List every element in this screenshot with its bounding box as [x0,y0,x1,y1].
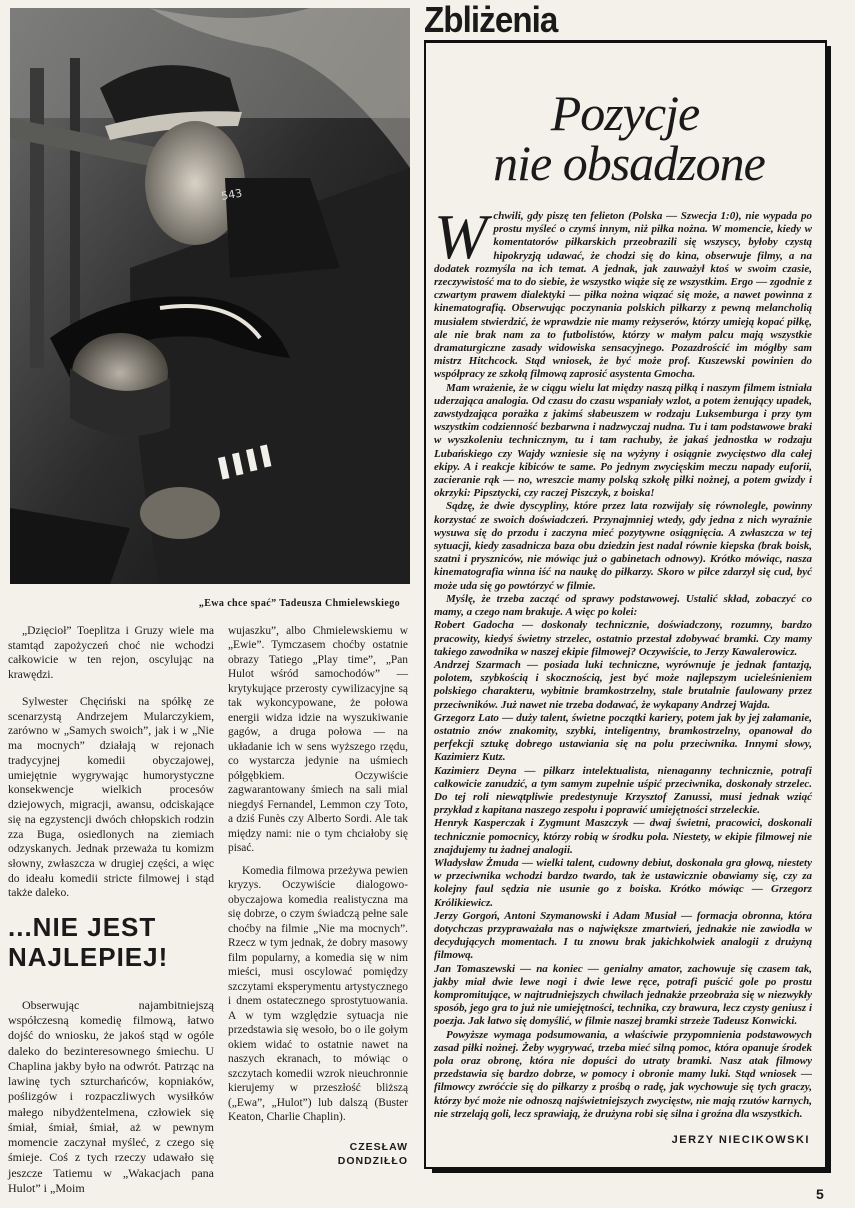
right-article-body [434,201,812,1121]
film-still-illustration [10,8,410,584]
paragraph: Mam wrażenie, że w ciągu wielu lat między naszą piłką i naszym filmem istniała uderzająca analogia. Od czasu do czasu wspaniały wzlot, a potem żenujący upadek, zawstydzająca porażka z jakimś słabeuszem w rodzaju Luksemburga i przy tym wszystkim codzienność bezbarwna i nadzwyczaj nudna. Tu i tam podstawowe braki w wyszkoleniu technicznym, tu i tam rachuby, że jakaś jednostka w rodzaju Lubańskiego czy Wajdy wzniesie się na wyżyny i osiągnie zwycięstwo dla całej ekipy. A i reakcje kibiców te same. Po jednym zwycięskim meczu napady euforii, zacieranie rąk — no, wreszcie mamy polską szkołę piłki nożnej, a potem gwizdy i okrzyki: Pipsztycki, czy raczej Piszczyk, z boiska! [434,381,812,500]
paragraph: wujaszku”, albo Chmielewskiemu w „Ewie”. Tymczasem choćby ostatnie obrazy Tatiego „Play time”, „Pan Hulot wśród samochodów” — krytykujące przerosty cywilizacyjne są tak wykoncypowane, że połowa energii widza idzie na wyszukiwanie gagów, a druga połowa — na układanie ich w sens wyższego rzędu, co wystarcza jedynie na uśmiech półgębkiem. Oczywiście zagwarantowany śmiech na sali mial niegdyś Fernandel, Lemmon czy Toto, a dziś Funès czy Alberto Sordi. Ale tak między nami: nie o tym chciałoby się pisać. [228,625,408,855]
svg-text:543: 543 [220,186,244,203]
subheading: ...NIE JEST NAJLEPIEJ! [8,912,169,972]
left-article-column-1 [8,624,214,901]
paragraph: Władysław Żmuda — wielki talent, cudowny debiut, doskonała gra głową, niestety w przeciwnika wchodzi bardzo twardo, tak że ustawicznie obawiamy się, czy za kolejny faul sędzia nie usunie go z boiska. Krótko mówiąc — Grzegorz Królikiewicz. [434,856,812,909]
paragraph: Jerzy Gorgoń, Antoni Szymanowski i Adam Musiał — formacja obronna, która dotychczas przypraważała nas o największe zmartwień, jednakże nie zawiodła w decydujących momentach. I tu znowu brak jakichkolwiek analogii z drużyną filmową. [434,909,812,962]
paragraph: Andrzej Szarmach — posiada luki techniczne, wyrównuje je jednak fantazją, polotem, szybkością i skocznością, jest być może najlepszym ucieleśnieniem polskiego charakteru, wybitnie bramkostrzelny, stale brutalnie faulowany przez przeciwników. Już nawet nie trzeba dodawać, że wykapany Andrzej Wajda. [434,658,812,711]
paragraph-first [434,201,812,382]
title-line-1: Pozycje [550,85,700,141]
left-article-author: CZESŁAW DONDZIŁŁO [337,1141,408,1167]
title-line-2: nie obsadzone [493,135,765,191]
paragraph: Komedia filmowa przeżywa pewien kryzys. Oczywiście dialogowo-obyczajowa komedia realistyczna ma się dobrze, o czym świadczą pełne sale choćby na filmie „Nie ma mocnych”. Rzecz w tym jednak, że dobry masowy film popularny, a komedia się w nim mieści, musi oscylować pomiędzy szczytami eksperymentu artystycznego i dnem ostatecznego sprostytuowania. A w tym względzie sytuacja nie przedstawia się wesoło, bo o ile gołym okiem widać to ostatnie nawet na naszych ekranach, to mówiąc o szczytach komedii wzrok nieuchronnie kierujemy w przeszłość bliższą („Ewa”, „Hulot”) lub dalszą (Buster Keaton, Charlie Chaplin). [228,864,408,1123]
paragraph: Robert Gadocha — doskonały technicznie, doświadczony, rozumny, bardzo pracowity, kiedyś świetny strzelec, ostatnio przestał zdobywać bramki. Czy mamy takiego zawodnika w naszej ekipie filmowej? Oczywiście, to Jerzy Kawalerowicz. [434,619,812,658]
paragraph: Sylwester Chęciński na spółkę ze scenarzystą Andrzejem Mularczykiem, zarówno w „Samych swoich”, jak i w „Nie ma mocnych” działają w rejonach tradycyjnej komedii obyczajowej, umiejętnie wygrywając humorystyczne konsekwencje wielkich procesów dziejowych, migracji, awansu, odciskające się na egzystencji dwóch chłopskich rodzin zza Buga, osiedlonych na ziemiach odzyskanych. Jednak przeważa tu komizm słowny, zwłaszcza w drugiej części, a więc do ideału komedii stricte filmowej i stąd także daleko. [8,694,214,900]
paragraph: „Dzięcioł” Toeplitza i Gruzy wiele ma stamtąd zapożyczeń choć nie wchodzi całkowicie w ten rejon, oscylując na krawędzi. [8,624,214,682]
page-number: 5 [816,1186,824,1202]
section-title: Zbliżenia [424,0,558,40]
paragraph: Sądzę, że dwie dyscypliny, które przez lata rozwijały się równolegle, powinny korzystać ze swoich doświadczeń. Przynajmniej wtedy, gdy jedna z nich wyraźnie wysuwa się do przodu i zaczyna mieć pozytywne osiągnięcia. A zwłaszcza w tej sytuacji, kiedy zasadnicza baza obu dziedzin jest nadal równie kiepska (brak boisk, szatni i pryszniców, nie mówiąc już o gabinetach odnowy). Krótko mówiąc, nasza kinematografia winna iść na naukę do piłkarzy. Skoro w piłce zdarzył się cud, być może uda się go powtórzyć w filmie. [434,500,812,592]
paragraph: Grzegorz Lato — duży talent, świetne początki kariery, potem jak by jej załamanie, ostatnio znów znakomity, szybki, inteligentny, bramkostrzelny, opanował do perfekcji sztukę dobrego ustawiania się na polu przeciwnika. Innymi słowy, Kazimierz Kutz. [434,711,812,764]
left-article-column-1-bottom [8,998,214,1196]
left-article-column-2 [228,624,408,1124]
right-article-title [440,85,810,191]
film-still-photo [10,8,410,584]
paragraph: Henryk Kasperczak i Zygmunt Maszczyk — dwaj świetni, pracowici, doskonali technicznie pomocnicy, którzy robią w środku pola. Niestety, w ekipie filmowej nie znajdujemy tu żadnej analogii. [434,817,812,856]
drop-cap: W [434,201,488,272]
right-article-author: JERZY NIECIKOWSKI [671,1134,810,1146]
paragraph-text: chwili, gdy piszę ten felieton (Polska — Szwecja 1:0), nie wypada po prostu myśleć o czymś innym, niż piłka nożna. W momencie, kiedy w komentatorów piłkarskich przeobrazili się wszyscy, byłoby czystą hipokryzją udawać, że chodzi się do kina, obserwuje filmy, a na dodatek rozmyśla na ich temat. A jednak, jak zauważył ktoś w swoim czasie, rzeczywistość ma to do siebie, że wszystko wiąże się ze wszystkim. Ergo — zgodnie z czwartym prawem dialektyki — piłka nożna wiązać się może, a nawet powinna z kinematografią. Obserwując poczynania polskich piłkarzy z pewną melancholią musiałem stwierdzić, że wprawdzie nie mamy reżyserów, którzy umieją kopać piłkę, ale nie brak nam za to futbolistów, którzy w małym palcu mają wszystkie dramaturgiczne zasady widowiska sensacyjnego. Pozazdrościć im mógłby sam mistrz Hitchcock. Stąd wniosek, że być może prof. Kuszewski powinien do współpracy ze szkołą filmową zaprosić asystenta Gmocha. [434,210,812,381]
paragraph: Myślę, że trzeba zacząć od sprawy podstawowej. Ustalić skład, zobaczyć co mamy, a czego nam brakuje. A więc po kolei: [434,592,812,619]
paragraph: Obserwując najambitniejszą współczesną komedię filmową, łatwo dojść do wniosku, że jakoś stąd w ogóle daleko do bezinteresownego śmiechu. U Chaplina jakby było na odwrót. Patrząc na lawinę tych szturchańców, kopniaków, poślizgów i rozpaczliwych wysiłków małego nibydżentelmena, człowiek się śmiał, śmiał, śmiał, aż w pewnym momencie zaczynał myśleć, z czego się śmieje. Coś z tych rzeczy udawało się jeszcze Tatiemu w „Wakacjach pana Hulot” i „Moim [8,998,214,1195]
paragraph: Kazimierz Deyna — piłkarz intelektualista, nienaganny technicznie, potrafi całkowicie zanudzić, a tym samym zupełnie uśpić przeciwnika, doskonały strzelec. Do tej roli niewątpliwie predestynuje Krzysztof Zanussi, musi jednak wziąć przykład z kapitana naszego zespołu i poprawić umiejętności strzeleckie. [434,764,812,817]
paragraph: Powyższe wymaga podsumowania, a właściwie przypomnienia podstawowych zasad piłki nożnej. Żeby wygrywać, trzeba mieć silną pomoc, która opanuje środek pola oraz obronę, która nie dopuści do utraty bramki. Nasz atak filmowy przedstawia się bardzo dobrze, w pomocy i obronie mamy luki. Stąd wniosek — filmowcy zwróćcie się do piłkarzy z prośbą o radę, jak wychowuje się tych graczy, którzy być może nie odnoszą najświetniejszych zwycięstw, nie mają rzutów karnych, nie strzelają goli, lecz sprawiają, że drużyna robi się silna i groźna dla wszystkich. [434,1028,812,1120]
paragraph: Jan Tomaszewski — na koniec — genialny amator, zachowuje się czasem tak, jakby miał dwie lewe nogi i dwie lewe ręce, potrafi puścić gole po prostu kompromitujące, w najtrudniejszych chwilach jednakże przeobraża się w niezwykły sposób, jego gra to już nie umiejętności, technika, czy brawura, lecz czysty geniusz i poezja. Jak łatwo się domyślić, w filmie naszej bramki strzeże Tadeusz Konwicki. [434,962,812,1028]
photo-caption: „Ewa chce spać” Tadeusza Chmielewskiego [198,598,400,609]
